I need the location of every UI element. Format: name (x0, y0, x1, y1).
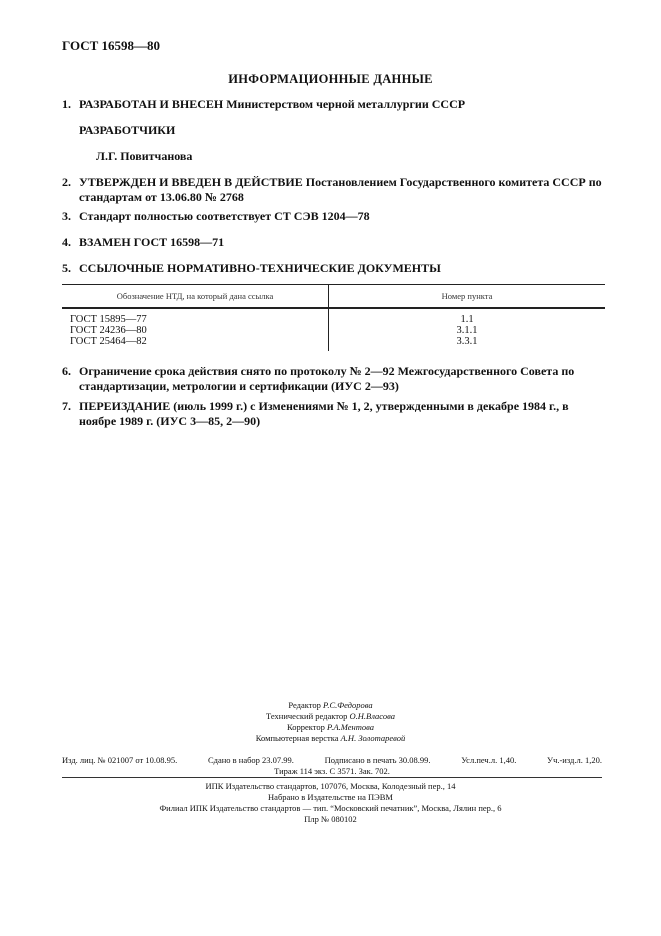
developer-name: Л.Г. Повитчанова (96, 149, 193, 163)
item-4-number: 4. (62, 235, 71, 249)
item-4-text: ВЗАМЕН ГОСТ 16598—71 (79, 235, 225, 249)
developers-label: РАЗРАБОТЧИКИ (79, 123, 176, 137)
imprint-line-2: Тираж 114 экз. С 3571. Зак. 702. (274, 766, 390, 776)
item-5-number: 5. (62, 261, 71, 275)
reference-table (62, 284, 605, 351)
item-3-text: Стандарт полностью соответствует СТ СЭВ 1204—78 (79, 209, 370, 223)
credit-editor (0, 700, 661, 711)
credit-layout (0, 733, 661, 744)
item-6-number: 6. (62, 364, 71, 378)
column-header-clause: Номер пункта (329, 285, 606, 309)
table-cell-document: ГОСТ 25464—82 (62, 336, 329, 351)
item-1-number: 1. (62, 97, 71, 111)
page-title: ИНФОРМАЦИОННЫЕ ДАННЫЕ (228, 72, 433, 86)
tech-editor-name: О.Н.Власова (349, 711, 395, 721)
item-5 (62, 261, 607, 276)
table-cell-clause: 1.1 (460, 314, 474, 325)
publisher-line-4: Плр № 080102 (304, 814, 357, 824)
item-7 (62, 399, 607, 429)
publisher-block (0, 781, 661, 825)
tech-editor-label: Технический редактор (266, 711, 348, 721)
imprint-block (62, 755, 602, 777)
divider (62, 777, 602, 778)
imprint-pub-sheets: Уч.-изд.л. 1,20. (547, 755, 602, 765)
editor-name: Р.С.Федорова (323, 700, 373, 710)
imprint-signed: Подписано в печать 30.08.99. (324, 755, 431, 765)
credit-corrector (0, 722, 661, 733)
table-header-row (62, 285, 605, 309)
table-cell-clause: 3.1.1 (456, 325, 478, 336)
table-cell-clause: 3.3.1 (456, 336, 478, 347)
publisher-line-1: ИПК Издательство стандартов, 107076, Москва, Колодезный пер., 14 (205, 781, 456, 791)
table-cell-document: ГОСТ 24236—80 (62, 325, 329, 336)
editor-label: Редактор (288, 700, 321, 710)
imprint-line-1 (62, 755, 602, 766)
corrector-name: Р.А.Ментова (327, 722, 375, 732)
column-header-document: Обозначение НТД, на который дана ссылка (62, 285, 329, 309)
item-1 (62, 97, 607, 112)
item-4 (62, 235, 607, 250)
item-2-text: УТВЕРЖДЕН И ВВЕДЕН В ДЕЙСТВИЕ Постановлением Государственного комитета СССР по стандартам от 13.06.80 № 2768 (79, 175, 602, 204)
imprint-license: Изд. лиц. № 021007 от 10.08.95. (62, 755, 178, 765)
publisher-line-2: Набрано в Издательстве на ПЭВМ (268, 792, 393, 802)
layout-name: А.Н. Золотаревой (340, 733, 406, 743)
item-3 (62, 209, 607, 224)
item-6-text: Ограничение срока действия снято по протоколу № 2—92 Межгосударственного Совета по стандартизации, метрологии и сертификации (ИУС 2—93) (79, 364, 575, 393)
layout-label: Компьютерная верстка (255, 733, 339, 743)
table-row (62, 325, 605, 336)
item-2 (62, 175, 607, 205)
table-row (62, 308, 605, 325)
item-6 (62, 364, 607, 394)
credit-tech-editor (0, 711, 661, 722)
item-7-number: 7. (62, 399, 71, 413)
table-cell-document: ГОСТ 15895—77 (62, 308, 329, 325)
item-5-text: ССЫЛОЧНЫЕ НОРМАТИВНО-ТЕХНИЧЕСКИЕ ДОКУМЕНТЫ (79, 261, 441, 275)
credits-block (0, 700, 661, 744)
item-1-text: РАЗРАБОТАН И ВНЕСЕН Министерством черной металлургии СССР (79, 97, 466, 111)
item-2-number: 2. (62, 175, 71, 189)
imprint-print-sheets: Усл.печ.л. 1,40. (461, 755, 517, 765)
standard-header: ГОСТ 16598—80 (62, 38, 161, 53)
corrector-label: Корректор (286, 722, 325, 732)
imprint-sent: Сдано в набор 23.07.99. (207, 755, 294, 765)
item-3-number: 3. (62, 209, 71, 223)
table-row (62, 336, 605, 351)
item-7-text: ПЕРЕИЗДАНИЕ (июль 1999 г.) с Изменениями № 1, 2, утвержденными в декабре 1984 г., в ноябре 1989 г. (ИУС 3—85, 2—90) (79, 399, 569, 428)
publisher-line-3: Филиал ИПК Издательство стандартов — тип. “Московский печатник”, Москва, Лялин пер., 6 (159, 803, 502, 813)
